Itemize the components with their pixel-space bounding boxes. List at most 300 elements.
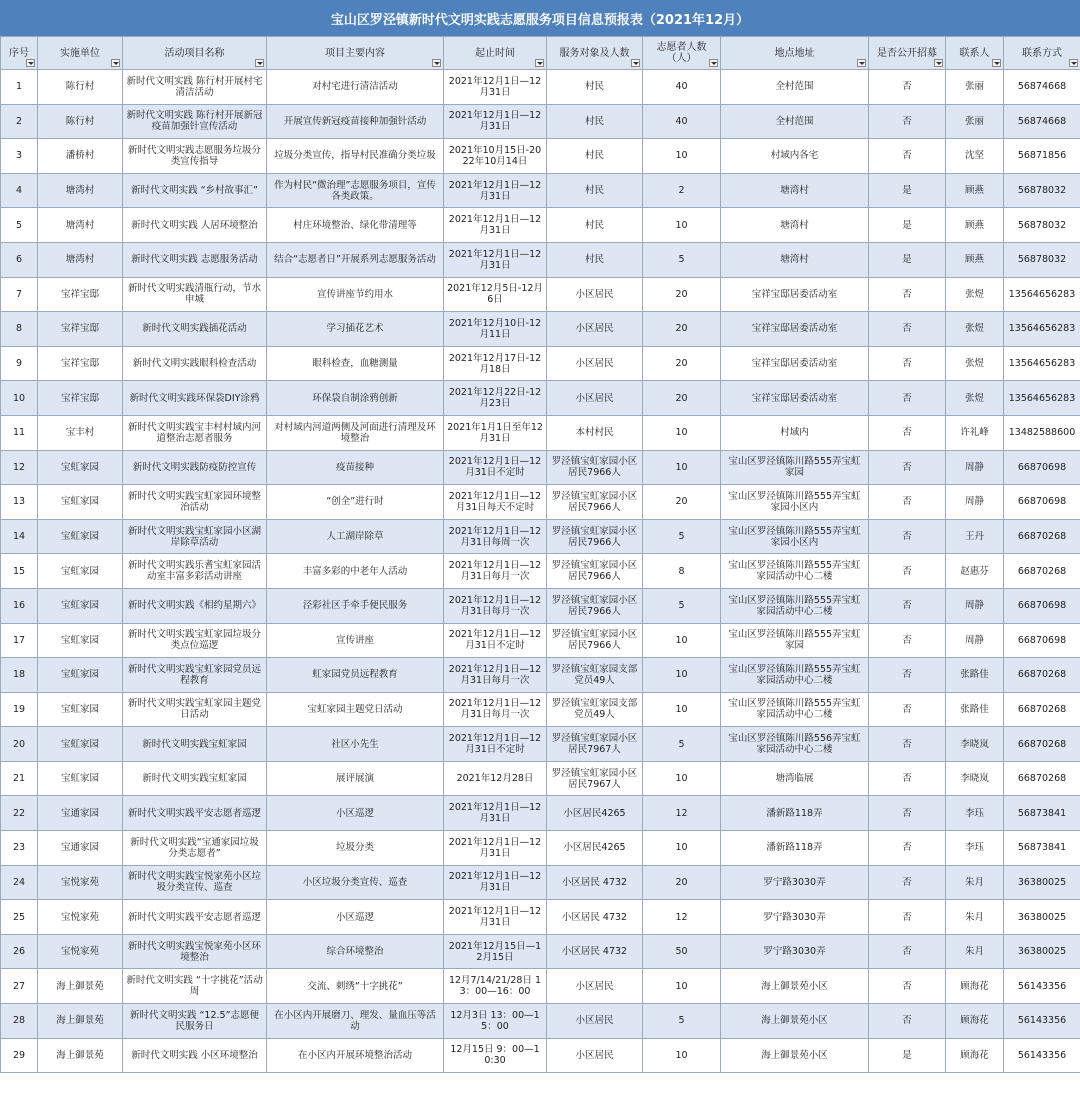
table-cell[interactable]: 李晓岚 [946,727,1004,762]
table-cell[interactable]: 14 [1,519,38,554]
table-cell[interactable]: 塘湾村 [721,173,869,208]
table-cell[interactable]: 66870268 [1004,554,1080,589]
filter-dropdown-icon[interactable] [934,59,943,67]
table-cell[interactable]: 新时代文明实践插花活动 [123,312,267,347]
table-cell[interactable]: 新时代文明实践 陈行村开展村宅清洁活动 [123,70,267,105]
table-cell[interactable]: 新时代文明实践 陈行村开展新冠疫苗加强针宣传活动 [123,104,267,139]
table-cell[interactable]: 新时代文明实践宝悦家苑小区垃圾分类宣传、巡查 [123,865,267,900]
table-cell[interactable]: 宝虹家园 [38,588,123,623]
table-cell[interactable]: 新时代文明实践平安志愿者巡逻 [123,796,267,831]
table-cell[interactable]: 否 [869,104,946,139]
table-cell[interactable]: 2021年12月1日—12月31日 [444,865,547,900]
table-cell[interactable]: 否 [869,900,946,935]
table-cell[interactable]: 66870698 [1004,623,1080,658]
table-cell[interactable]: 2021年12月1日—12月31日不定时 [444,623,547,658]
table-cell[interactable]: 40 [643,70,721,105]
table-cell[interactable]: 10 [643,208,721,243]
table-cell[interactable]: 新时代文明实践 志愿服务活动 [123,242,267,277]
table-cell[interactable]: 小区居民 4732 [547,934,643,969]
table-cell[interactable]: 13564656283 [1004,346,1080,381]
filter-dropdown-icon[interactable] [857,59,866,67]
table-cell[interactable]: 宝悦家苑 [38,865,123,900]
table-cell[interactable]: 沈坚 [946,139,1004,174]
table-cell[interactable]: 陈行村 [38,104,123,139]
table-cell[interactable]: 7 [1,277,38,312]
table-cell[interactable]: 新时代文明实践志愿服务垃圾分类宣传指导 [123,139,267,174]
table-cell[interactable]: 12月15日 9：00—10:30 [444,1038,547,1073]
table-cell[interactable]: 21 [1,761,38,796]
table-cell[interactable]: 周静 [946,485,1004,520]
table-cell[interactable]: 26 [1,934,38,969]
table-cell[interactable]: 村民 [547,242,643,277]
table-cell[interactable]: 56143356 [1004,1004,1080,1039]
table-cell[interactable]: 宝祥宝邸 [38,312,123,347]
filter-dropdown-icon[interactable] [992,59,1001,67]
table-cell[interactable]: 海上御景苑小区 [721,969,869,1004]
table-cell[interactable]: 小区居民 [547,1004,643,1039]
filter-dropdown-icon[interactable] [111,59,120,67]
table-cell[interactable]: 宝山区罗泾镇陈川路555弄宝虹家园小区内 [721,519,869,554]
table-cell[interactable]: 潘桥村 [38,139,123,174]
table-cell[interactable]: 海上御景苑小区 [721,1004,869,1039]
table-cell[interactable]: 顾燕 [946,173,1004,208]
table-cell[interactable]: 否 [869,485,946,520]
table-cell[interactable]: 新时代文明实践乐耆宝虹家园活动室丰富多彩活动讲座 [123,554,267,589]
table-cell[interactable]: 小区居民 [547,1038,643,1073]
table-cell[interactable]: 虹家园党员远程教育 [267,658,444,693]
table-cell[interactable]: 罗泾镇宝虹家园小区居民7966人 [547,588,643,623]
table-cell[interactable]: 10 [643,658,721,693]
table-cell[interactable]: 塘湾村 [38,173,123,208]
table-cell[interactable]: 宝祥宝邸居委活动室 [721,346,869,381]
table-cell[interactable]: 小区居民 [547,277,643,312]
table-cell[interactable]: 塘湾村 [721,242,869,277]
table-cell[interactable]: 罗泾镇宝虹家园小区居民7966人 [547,450,643,485]
table-cell[interactable]: 朱月 [946,865,1004,900]
table-cell[interactable]: 全村范围 [721,104,869,139]
table-cell[interactable]: 王丹 [946,519,1004,554]
table-cell[interactable]: 新时代文明实践“宝通家园垃圾分类志愿者” [123,831,267,866]
table-cell[interactable]: 宣传讲座 [267,623,444,658]
table-cell[interactable]: 许礼峰 [946,415,1004,450]
table-cell[interactable]: 13564656283 [1004,277,1080,312]
table-cell[interactable]: 李珏 [946,796,1004,831]
table-cell[interactable]: 否 [869,139,946,174]
table-cell[interactable]: 66870268 [1004,658,1080,693]
table-cell[interactable]: 塘湾村 [721,208,869,243]
table-cell[interactable]: 2021年12月1日—12月31日 [444,900,547,935]
table-cell[interactable]: 2021年12月1日—12月31日 [444,208,547,243]
table-cell[interactable]: 宝山区罗泾镇陈川路555弄宝虹家园活动中心二楼 [721,658,869,693]
table-cell[interactable]: 宝祥宝邸居委活动室 [721,277,869,312]
table-cell[interactable]: 宝祥宝邸 [38,277,123,312]
table-cell[interactable]: 否 [869,761,946,796]
table-cell[interactable]: 新时代文明实践宝虹家园环境整治活动 [123,485,267,520]
table-cell[interactable]: 宝山区罗泾镇陈川路555弄宝虹家园 [721,623,869,658]
table-cell[interactable]: 否 [869,658,946,693]
table-cell[interactable]: 新时代文明实践宝虹家园党员远程教育 [123,658,267,693]
table-cell[interactable]: 2021年12月5日-12月6日 [444,277,547,312]
table-cell[interactable]: 36380025 [1004,934,1080,969]
table-cell[interactable]: 张煜 [946,381,1004,416]
table-cell[interactable]: 罗泾镇宝虹家园小区居民7967人 [547,727,643,762]
table-cell[interactable]: 新时代文明实践 “十字挑花”活动周 [123,969,267,1004]
table-cell[interactable]: 5 [643,727,721,762]
table-cell[interactable]: 13 [1,485,38,520]
table-cell[interactable]: 66870268 [1004,519,1080,554]
table-cell[interactable]: 56873841 [1004,796,1080,831]
table-cell[interactable]: 56873841 [1004,831,1080,866]
table-cell[interactable]: 垃圾分类宣传，指导村民准确分类垃圾 [267,139,444,174]
table-cell[interactable]: 宝丰村 [38,415,123,450]
table-cell[interactable]: 宝祥宝邸居委活动室 [721,312,869,347]
table-cell[interactable]: 10 [643,1038,721,1073]
table-cell[interactable]: 宝通家园 [38,796,123,831]
table-cell[interactable]: 小区居民 4732 [547,900,643,935]
table-cell[interactable]: 17 [1,623,38,658]
table-cell[interactable]: 3 [1,139,38,174]
table-cell[interactable]: 张丽 [946,70,1004,105]
table-cell[interactable]: 20 [643,865,721,900]
table-cell[interactable]: 罗泾镇宝虹家园支部党员49人 [547,658,643,693]
table-cell[interactable]: 泾彩社区手牵手便民服务 [267,588,444,623]
table-cell[interactable]: 29 [1,1038,38,1073]
table-cell[interactable]: 顾海花 [946,969,1004,1004]
table-cell[interactable]: 2021年12月1日—12月31日每月一次 [444,588,547,623]
table-cell[interactable]: 小区巡逻 [267,900,444,935]
table-cell[interactable]: 对村宅进行清洁活动 [267,70,444,105]
table-cell[interactable]: 12月3日 13：00—15：00 [444,1004,547,1039]
table-cell[interactable]: 是 [869,242,946,277]
table-cell[interactable]: 小区巡逻 [267,796,444,831]
table-cell[interactable]: 宣传讲座节约用水 [267,277,444,312]
table-cell[interactable]: 村域内各宅 [721,139,869,174]
table-cell[interactable]: 13564656283 [1004,312,1080,347]
table-cell[interactable]: 新时代文明实践宝虹家园 [123,727,267,762]
table-cell[interactable]: 20 [643,312,721,347]
table-cell[interactable]: 顾燕 [946,208,1004,243]
table-cell[interactable]: 10 [643,415,721,450]
table-cell[interactable]: 否 [869,796,946,831]
table-cell[interactable]: 2021年12月1日—12月31日不定时 [444,727,547,762]
table-cell[interactable]: 新时代文明实践环保袋DIY涂鸦 [123,381,267,416]
table-cell[interactable]: 2021年12月1日—12月31日 [444,104,547,139]
table-cell[interactable]: 否 [869,554,946,589]
table-cell[interactable]: 18 [1,658,38,693]
table-cell[interactable]: 2021年12月1日—12月31日不定时 [444,450,547,485]
table-cell[interactable]: 宝山区罗泾镇陈川路555弄宝虹家园活动中心二楼 [721,692,869,727]
table-cell[interactable]: 66870268 [1004,692,1080,727]
table-cell[interactable]: 小区居民 4732 [547,865,643,900]
table-cell[interactable]: 罗宁路3030弄 [721,934,869,969]
table-cell[interactable]: 环保袋自制涂鸦创新 [267,381,444,416]
table-cell[interactable]: 2021年1月1日至年12月31日 [444,415,547,450]
filter-dropdown-icon[interactable] [709,59,718,67]
table-cell[interactable]: 宝虹家园主题党日活动 [267,692,444,727]
table-cell[interactable]: 20 [643,485,721,520]
table-cell[interactable]: 朱月 [946,934,1004,969]
table-cell[interactable]: 56878032 [1004,173,1080,208]
table-cell[interactable]: 宝通家园 [38,831,123,866]
filter-dropdown-icon[interactable] [1069,59,1078,67]
table-cell[interactable]: 10 [1,381,38,416]
table-cell[interactable]: 在小区内开展磨刀、理发、量血压等活动 [267,1004,444,1039]
table-cell[interactable]: 否 [869,70,946,105]
table-cell[interactable]: 2 [1,104,38,139]
table-cell[interactable]: 罗泾镇宝虹家园小区居民7966人 [547,554,643,589]
table-cell[interactable]: 新时代文明实践防疫防控宣传 [123,450,267,485]
table-cell[interactable]: 66870268 [1004,761,1080,796]
table-cell[interactable]: 否 [869,277,946,312]
table-cell[interactable]: 10 [643,969,721,1004]
table-cell[interactable]: 2021年12月1日—12月31日每月一次 [444,658,547,693]
table-cell[interactable]: 宝山区罗泾镇陈川路555弄宝虹家园活动中心二楼 [721,554,869,589]
table-cell[interactable]: 22 [1,796,38,831]
table-cell[interactable]: 村民 [547,173,643,208]
table-cell[interactable]: 新时代文明实践《相约星期六》 [123,588,267,623]
table-cell[interactable]: 罗泾镇宝虹家园小区居民7966人 [547,485,643,520]
table-cell[interactable]: 小区居民 [547,969,643,1004]
table-cell[interactable]: 否 [869,831,946,866]
table-cell[interactable]: 40 [643,104,721,139]
table-cell[interactable]: 5 [643,242,721,277]
table-cell[interactable]: 否 [869,692,946,727]
table-cell[interactable]: 罗泾镇宝虹家园小区居民7967人 [547,761,643,796]
table-cell[interactable]: 15 [1,554,38,589]
table-cell[interactable]: 潘新路118弄 [721,831,869,866]
table-cell[interactable]: 疫苗接种 [267,450,444,485]
table-cell[interactable]: 2021年12月1日—12月31日 [444,242,547,277]
table-cell[interactable]: 2021年12月1日—12月31日 [444,70,547,105]
table-cell[interactable]: 张煜 [946,277,1004,312]
table-cell[interactable]: 张路佳 [946,658,1004,693]
table-cell[interactable]: 丰富多彩的中老年人活动 [267,554,444,589]
table-cell[interactable]: 16 [1,588,38,623]
table-cell[interactable]: 20 [1,727,38,762]
table-cell[interactable]: 学习插花艺术 [267,312,444,347]
table-cell[interactable]: 25 [1,900,38,935]
table-cell[interactable]: 展评展演 [267,761,444,796]
table-cell[interactable]: 56874668 [1004,70,1080,105]
table-cell[interactable]: 20 [643,346,721,381]
table-cell[interactable]: 新时代文明实践清瓶行动，节水申城 [123,277,267,312]
table-cell[interactable]: 2021年12月1日—12月31日每月一次 [444,692,547,727]
table-cell[interactable]: 顾燕 [946,242,1004,277]
table-cell[interactable]: 潘新路118弄 [721,796,869,831]
table-cell[interactable]: 塘湾村 [38,242,123,277]
table-cell[interactable]: 村庄环境整治、绿化带清理等 [267,208,444,243]
table-cell[interactable]: 否 [869,519,946,554]
table-cell[interactable]: 是 [869,173,946,208]
table-cell[interactable]: 56871856 [1004,139,1080,174]
table-cell[interactable]: 否 [869,312,946,347]
table-cell[interactable]: 新时代文明实践宝虹家园主题党日活动 [123,692,267,727]
table-cell[interactable]: 赵惠芬 [946,554,1004,589]
table-cell[interactable]: 50 [643,934,721,969]
table-cell[interactable]: 否 [869,623,946,658]
table-cell[interactable]: 否 [869,588,946,623]
table-cell[interactable]: 作为村民“微治理”志愿服务项目，宣传各类政策。 [267,173,444,208]
table-cell[interactable]: 新时代文明实践 “乡村故事汇” [123,173,267,208]
table-cell[interactable]: 综合环境整治 [267,934,444,969]
table-cell[interactable]: 罗泾镇宝虹家园小区居民7966人 [547,519,643,554]
table-cell[interactable]: 李晓岚 [946,761,1004,796]
table-cell[interactable]: 56143356 [1004,1038,1080,1073]
filter-dropdown-icon[interactable] [432,59,441,67]
table-cell[interactable]: 20 [643,381,721,416]
table-cell[interactable]: 4 [1,173,38,208]
table-cell[interactable]: 村域内 [721,415,869,450]
table-cell[interactable]: 宝悦家苑 [38,934,123,969]
table-cell[interactable]: 2021年12月1日—12月31日 [444,831,547,866]
table-cell[interactable]: 新时代文明实践宝虹家园小区湖岸除草活动 [123,519,267,554]
table-cell[interactable]: 小区居民 [547,346,643,381]
table-cell[interactable]: 海上御景苑小区 [721,1038,869,1073]
table-cell[interactable]: 朱月 [946,900,1004,935]
table-cell[interactable]: 2021年12月1日—12月31日 [444,796,547,831]
table-cell[interactable]: 28 [1,1004,38,1039]
table-cell[interactable]: 周静 [946,450,1004,485]
table-cell[interactable]: 宝山区罗泾镇陈川路556弄宝虹家园活动中心二楼 [721,727,869,762]
table-cell[interactable]: 宝虹家园 [38,761,123,796]
table-cell[interactable]: 海上御景苑 [38,1038,123,1073]
table-cell[interactable]: 2021年12月1日—12月31日每月一次 [444,554,547,589]
table-cell[interactable]: 否 [869,865,946,900]
table-cell[interactable]: 结合“志愿者日”开展系列志愿服务活动 [267,242,444,277]
table-cell[interactable]: 否 [869,934,946,969]
table-cell[interactable]: 1 [1,70,38,105]
table-cell[interactable]: 开展宣传新冠疫苗接种加强针活动 [267,104,444,139]
table-cell[interactable]: “创全”进行时 [267,485,444,520]
table-cell[interactable]: 小区居民 [547,312,643,347]
table-cell[interactable]: 全村范围 [721,70,869,105]
table-cell[interactable]: 人工湖岸除草 [267,519,444,554]
table-cell[interactable]: 村民 [547,139,643,174]
table-cell[interactable]: 小区居民4265 [547,796,643,831]
table-cell[interactable]: 张煜 [946,346,1004,381]
table-cell[interactable]: 13482588600 [1004,415,1080,450]
table-cell[interactable]: 66870268 [1004,727,1080,762]
table-cell[interactable]: 36380025 [1004,865,1080,900]
table-cell[interactable]: 新时代文明实践平安志愿者巡逻 [123,900,267,935]
filter-dropdown-icon[interactable] [535,59,544,67]
table-cell[interactable]: 56878032 [1004,242,1080,277]
table-cell[interactable]: 宝虹家园 [38,450,123,485]
table-cell[interactable]: 周静 [946,588,1004,623]
table-cell[interactable]: 垃圾分类 [267,831,444,866]
table-cell[interactable]: 8 [1,312,38,347]
table-cell[interactable]: 顾海花 [946,1038,1004,1073]
table-cell[interactable]: 宝祥宝邸 [38,381,123,416]
table-cell[interactable]: 小区居民 [547,381,643,416]
table-cell[interactable]: 新时代文明实践 小区环境整治 [123,1038,267,1073]
table-cell[interactable]: 10 [643,139,721,174]
table-cell[interactable]: 村民 [547,70,643,105]
table-cell[interactable]: 13564656283 [1004,381,1080,416]
table-cell[interactable]: 12 [643,796,721,831]
table-cell[interactable]: 宝虹家园 [38,485,123,520]
table-cell[interactable]: 否 [869,450,946,485]
table-cell[interactable]: 2021年12月1日—12月31日每天不定时 [444,485,547,520]
table-cell[interactable]: 周静 [946,623,1004,658]
table-cell[interactable]: 12 [1,450,38,485]
table-cell[interactable]: 塘湾村 [38,208,123,243]
table-cell[interactable]: 10 [643,761,721,796]
table-cell[interactable]: 宝山区罗泾镇陈川路555弄宝虹家园 [721,450,869,485]
table-cell[interactable]: 顾海花 [946,1004,1004,1039]
table-cell[interactable]: 张丽 [946,104,1004,139]
table-cell[interactable]: 在小区内开展环境整治活动 [267,1038,444,1073]
table-cell[interactable]: 新时代文明实践宝悦家苑小区环境整治 [123,934,267,969]
table-cell[interactable]: 新时代文明实践宝虹家园垃圾分类点位巡逻 [123,623,267,658]
table-cell[interactable]: 对村域内河道两侧及河面进行清理及环境整治 [267,415,444,450]
filter-dropdown-icon[interactable] [631,59,640,67]
table-cell[interactable]: 罗宁路3030弄 [721,900,869,935]
table-cell[interactable]: 2021年10月15日-2022年10月14日 [444,139,547,174]
table-cell[interactable]: 新时代文明实践宝虹家园 [123,761,267,796]
table-cell[interactable]: 66870698 [1004,485,1080,520]
table-cell[interactable]: 新时代文明实践眼科检查活动 [123,346,267,381]
table-cell[interactable]: 李珏 [946,831,1004,866]
table-cell[interactable]: 本村村民 [547,415,643,450]
table-cell[interactable]: 宝祥宝邸 [38,346,123,381]
table-cell[interactable]: 宝虹家园 [38,692,123,727]
table-cell[interactable]: 5 [643,1004,721,1039]
table-cell[interactable]: 56143356 [1004,969,1080,1004]
filter-dropdown-icon[interactable] [255,59,264,67]
table-cell[interactable]: 宝虹家园 [38,623,123,658]
table-cell[interactable]: 2021年12月1日—12月31日 [444,173,547,208]
table-cell[interactable]: 36380025 [1004,900,1080,935]
table-cell[interactable]: 56874668 [1004,104,1080,139]
table-cell[interactable]: 5 [643,588,721,623]
table-cell[interactable]: 24 [1,865,38,900]
table-cell[interactable]: 村民 [547,104,643,139]
table-cell[interactable]: 5 [643,519,721,554]
table-cell[interactable]: 否 [869,381,946,416]
table-cell[interactable]: 小区垃圾分类宣传、巡查 [267,865,444,900]
table-cell[interactable]: 10 [643,450,721,485]
table-cell[interactable]: 罗宁路3030弄 [721,865,869,900]
table-cell[interactable]: 张路佳 [946,692,1004,727]
table-cell[interactable]: 2021年12月22日-12月23日 [444,381,547,416]
table-cell[interactable]: 宝山区罗泾镇陈川路555弄宝虹家园小区内 [721,485,869,520]
table-cell[interactable]: 交流、刺绣“十字挑花” [267,969,444,1004]
table-cell[interactable]: 2021年12月15日—12月15日 [444,934,547,969]
table-cell[interactable]: 2021年12月10日-12月11日 [444,312,547,347]
table-cell[interactable]: 宝悦家苑 [38,900,123,935]
table-cell[interactable]: 海上御景苑 [38,969,123,1004]
table-cell[interactable]: 宝虹家园 [38,554,123,589]
table-cell[interactable]: 20 [643,277,721,312]
table-cell[interactable]: 张煜 [946,312,1004,347]
table-cell[interactable]: 19 [1,692,38,727]
table-cell[interactable]: 66870698 [1004,588,1080,623]
table-cell[interactable]: 6 [1,242,38,277]
table-cell[interactable]: 海上御景苑 [38,1004,123,1039]
table-cell[interactable]: 罗泾镇宝虹家园小区居民7966人 [547,623,643,658]
table-cell[interactable]: 宝虹家园 [38,727,123,762]
table-cell[interactable]: 2021年12月1日—12月31日每周一次 [444,519,547,554]
table-cell[interactable]: 陈行村 [38,70,123,105]
filter-dropdown-icon[interactable] [26,59,35,67]
table-cell[interactable]: 社区小先生 [267,727,444,762]
table-cell[interactable]: 2 [643,173,721,208]
table-cell[interactable]: 是 [869,1038,946,1073]
table-cell[interactable]: 否 [869,727,946,762]
table-cell[interactable]: 新时代文明实践 人居环境整治 [123,208,267,243]
table-cell[interactable]: 66870698 [1004,450,1080,485]
